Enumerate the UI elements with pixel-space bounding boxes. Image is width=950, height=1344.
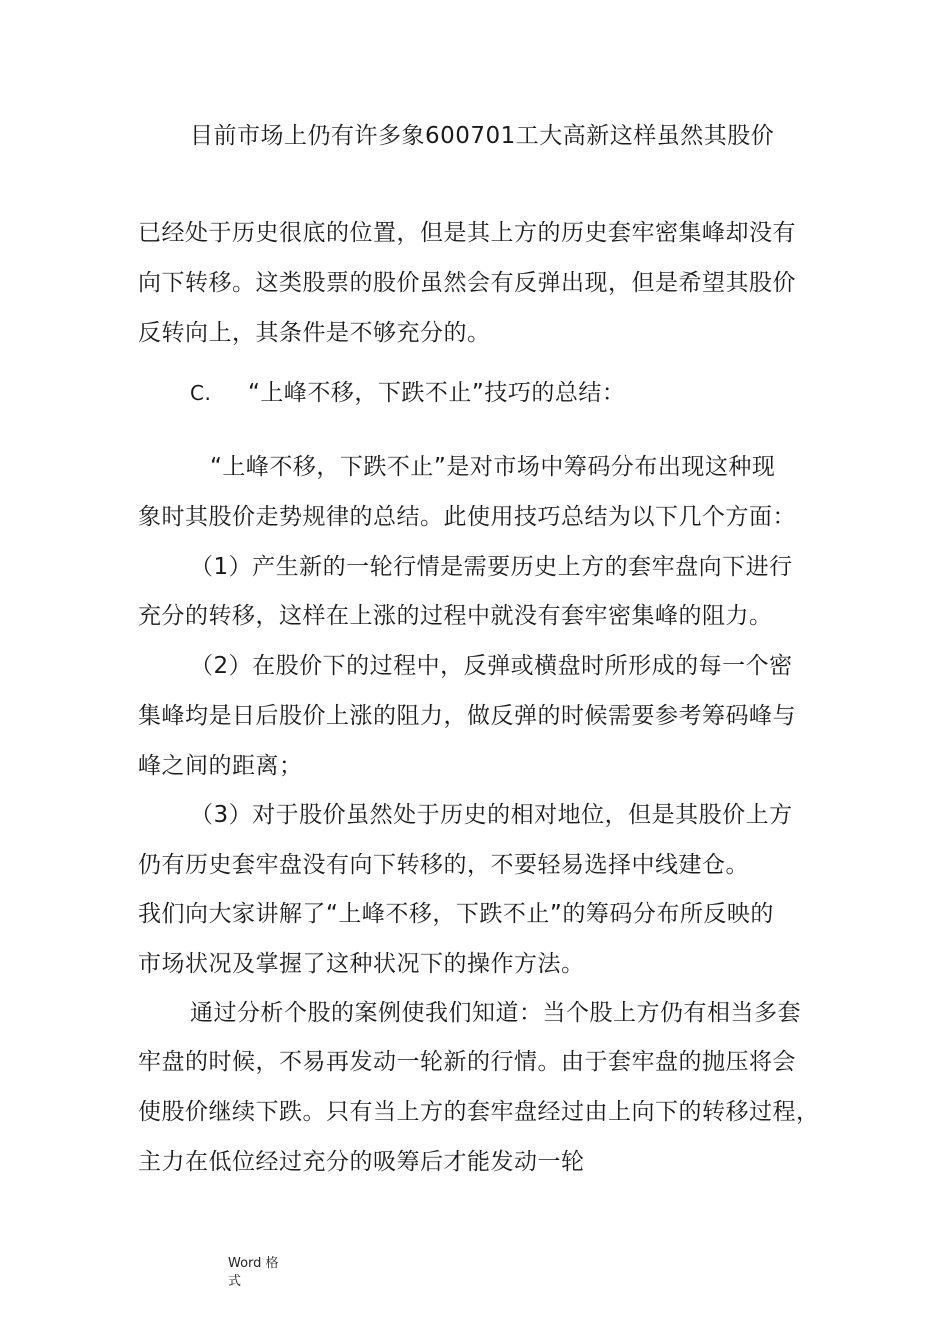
document-title: 目前市场上仍有许多象600701工大高新这样虽然其股价 — [190, 123, 775, 149]
paragraph-line: 使股价继续下跌。只有当上方的套牢盘经过由上向下的转移过程， — [138, 1099, 820, 1125]
paragraph-line: 我们向大家讲解了“上峰不移，下跌不止”的筹码分布所反映的 — [138, 901, 774, 927]
paragraph-line: 牢盘的时候，不易再发动一轮新的行情。由于套牢盘的抛压将会 — [138, 1049, 796, 1075]
paragraph-line: 反转向上，其条件是不够充分的。 — [138, 320, 491, 346]
point-line: 仍有历史套牢盘没有向下转移的，不要轻易选择中线建仓。 — [138, 852, 749, 878]
paragraph-line: 通过分析个股的案例使我们知道：当个股上方仍有相当多套 — [190, 1000, 801, 1026]
point-line: 峰之间的距离； — [138, 753, 303, 779]
paragraph-line: “上峰不移，下跌不止”是对市场中筹码分布出现这种现 — [210, 454, 776, 480]
point-line: （2）在股价下的过程中，反弹或横盘时所形成的每一个密 — [190, 653, 793, 679]
footer-line: Word 格 — [228, 1256, 279, 1271]
paragraph-line: 向下转移。这类股票的股价虽然会有反弹出现，但是希望其股价 — [138, 270, 796, 296]
section-c-label: C. — [190, 381, 212, 405]
footer-line: 式 — [228, 1274, 242, 1289]
paragraph-line: 象时其股价走势规律的总结。此使用技巧总结为以下几个方面： — [138, 504, 796, 530]
point-line: 集峰均是日后股价上涨的阻力，做反弹的时候需要参考筹码峰与 — [138, 703, 796, 729]
point-line: （1）产生新的一轮行情是需要历史上方的套牢盘向下进行 — [190, 554, 793, 580]
paragraph-line: 已经处于历史很底的位置，但是其上方的历史套牢密集峰却没有 — [138, 220, 796, 246]
point-line: 充分的转移，这样在上涨的过程中就没有套牢密集峰的阻力。 — [138, 603, 773, 629]
paragraph-line: 主力在低位经过充分的吸筹后才能发动一轮 — [138, 1149, 585, 1175]
paragraph-line: 市场状况及掌握了这种状况下的操作方法。 — [138, 951, 585, 977]
point-line: （3）对于股价虽然处于历史的相对地位，但是其股价上方 — [190, 802, 793, 828]
page-footer — [228, 1255, 288, 1291]
section-c-heading — [190, 378, 625, 408]
section-c-text: “上峰不移，下跌不止”技巧的总结： — [248, 380, 626, 406]
